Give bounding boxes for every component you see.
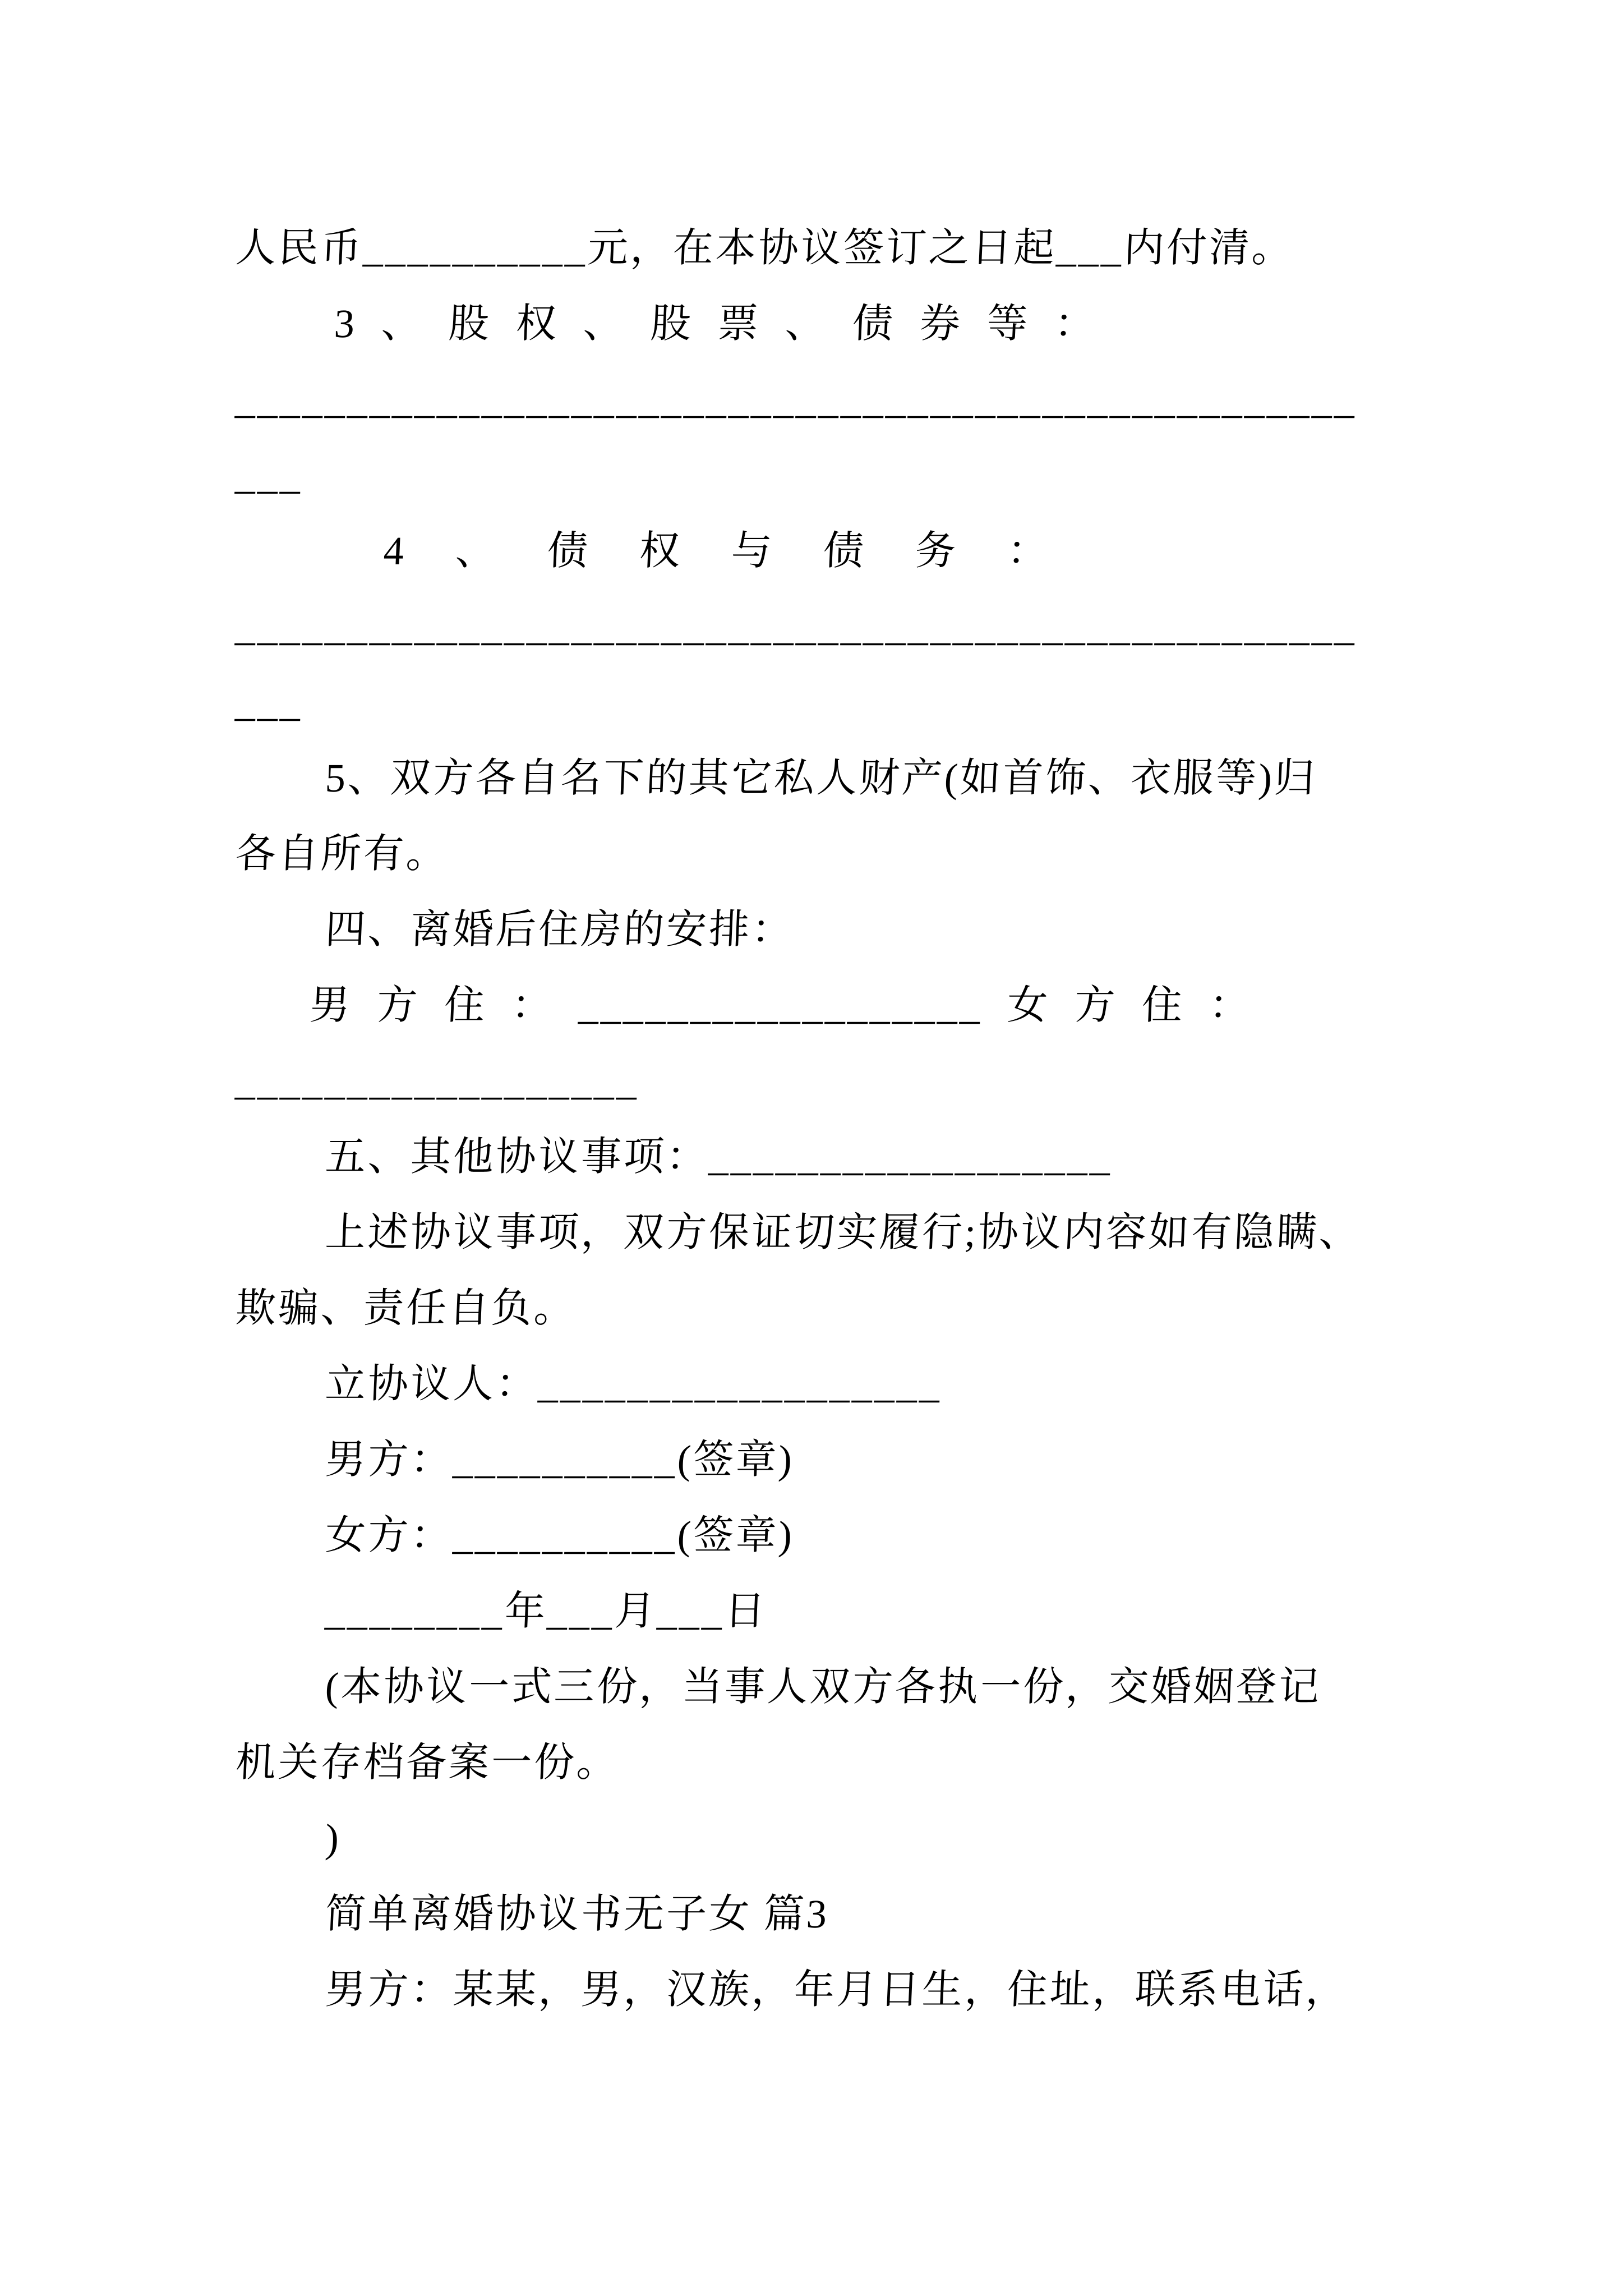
line-blank-fill-2-tail: ___	[234, 680, 304, 725]
line-date: ________年___月___日	[324, 1589, 768, 1634]
line-wife-signature: 女方：__________(签章)	[324, 1513, 795, 1558]
line-clause4-debts-heading: 4 、 债 权 与 债 务 ：	[234, 528, 1051, 573]
line-housing-husband-wife: 男 方 住 ： __________________ 女 方 住 ：	[234, 983, 1253, 1028]
line-close-paren: )	[324, 1816, 342, 1861]
line-payment-rmb: 人民币__________元，在本协议签订之日起___内付清。	[234, 226, 1295, 270]
line-copies-note-continued: 机关存档备案一份。	[234, 1740, 620, 1785]
line-blank-fill-1: __________________________________________________	[234, 377, 1358, 422]
line-clause5-continued: 各自所有。	[234, 831, 450, 876]
line-clause5-private-property: 5、双方各自名下的其它私人财产(如首饰、衣服等)归	[324, 756, 1318, 800]
line-clause3-equity-heading: 3 、 股 权 、 股 票 、 债 券 等 ：	[234, 301, 1098, 346]
line-husband-signature: 男方：__________(签章)	[324, 1437, 795, 1482]
line-signatories: 立协议人：__________________	[324, 1361, 943, 1406]
line-blank-fill-2: __________________________________________________	[234, 604, 1358, 649]
line-section4-housing: 四、离婚后住房的安排：	[324, 907, 795, 952]
line-copies-note: (本协议一式三份，当事人双方各执一份，交婚姻登记	[324, 1664, 1322, 1709]
line-housing-blank: __________________	[234, 1059, 640, 1103]
line-commitment: 上述协议事项，双方保证切实履行;协议内容如有隐瞒、	[324, 1210, 1363, 1255]
line-commitment-continued: 欺骗、责任自负。	[234, 1286, 578, 1331]
line-article3-title: 简单离婚协议书无子女 篇3	[324, 1892, 830, 1936]
line-article3-party-a: 男方：某某，男，汉族，年月日生，住址，联系电话，	[324, 1967, 1349, 2012]
line-blank-fill-1-tail: ___	[234, 453, 304, 498]
line-section5-other-items: 五、其他协议事项：__________________	[324, 1134, 1114, 1179]
